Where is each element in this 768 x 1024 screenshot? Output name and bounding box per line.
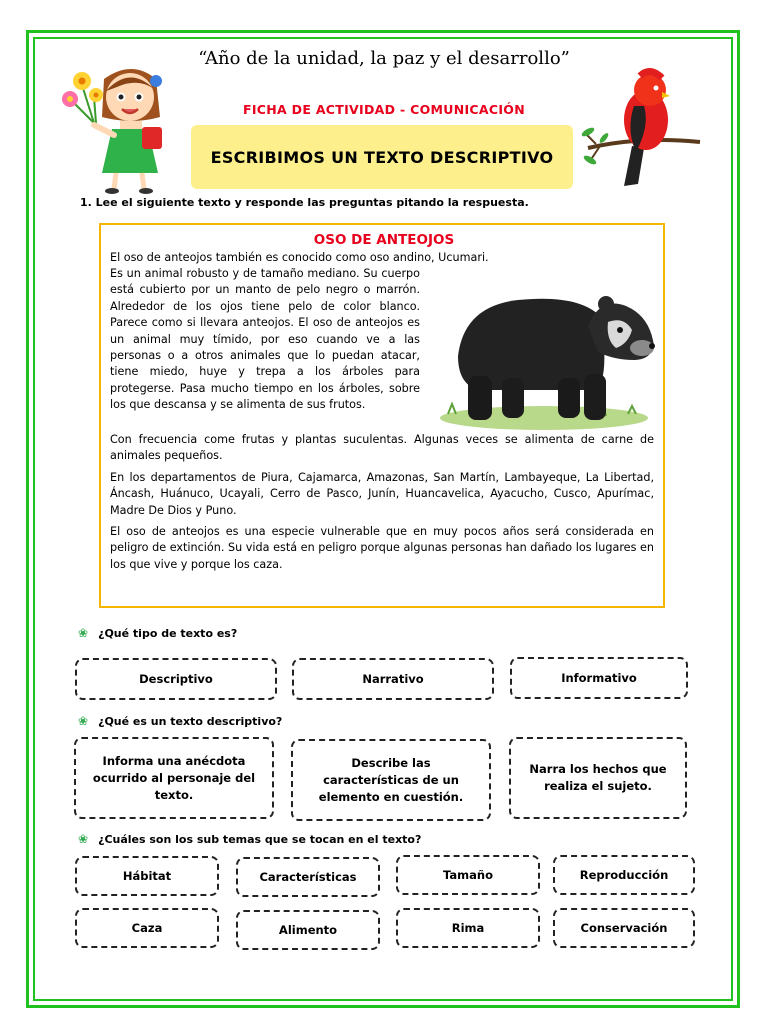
option-anecdota[interactable]: Informa una anécdota ocurrido al personaje del texto. xyxy=(74,737,274,819)
option-rima[interactable]: Rima xyxy=(396,908,540,948)
paragraph-description: Es un animal robusto y de tamaño mediano. Su cuerpo está cubierto por un manto de pelo negro o marrón. Alrededor de los ojos tiene pelo de color blanco. Parece como si llevara anteojos. El oso de anteojos es un animal muy tímido, por eso cuando ve a las personas o a otros animales que lo puedan atacar, tiene miedo, huye y trepa a los árboles para protegerse. Pasa mucho tiempo en los árboles, sobre los que descansa y se alimenta de sus frutos. xyxy=(110,267,420,412)
paragraph-intro: El oso de anteojos también es conocido como oso andino, Ucumari. xyxy=(110,251,489,264)
activity-sheet-heading: FICHA DE ACTIVIDAD - COMUNICACIÓN xyxy=(243,102,525,117)
question-subtopics xyxy=(78,832,421,846)
option-informativo[interactable]: Informativo xyxy=(510,657,688,699)
option-narra[interactable]: Narra los hechos que realiza el sujeto. xyxy=(509,737,687,819)
girl-illustration xyxy=(60,55,175,195)
option-habitat[interactable]: Hábitat xyxy=(75,856,219,896)
question-label: ¿Qué es un texto descriptivo? xyxy=(98,714,283,728)
question-label: ¿Qué tipo de texto es? xyxy=(98,626,238,640)
flower-bullet-icon: ❀ xyxy=(78,626,89,640)
question-label: ¿Cuáles son los sub temas que se tocan en el texto? xyxy=(98,832,422,846)
instruction: 1. Lee el siguiente texto y responde las preguntas pitando la respuesta. xyxy=(80,196,529,209)
question-definition xyxy=(78,714,282,728)
flower-bullet-icon: ❀ xyxy=(78,832,89,846)
option-descriptivo[interactable]: Descriptivo xyxy=(75,658,277,700)
option-alimento[interactable]: Alimento xyxy=(236,910,380,950)
option-caracteristicas[interactable]: Características xyxy=(236,857,380,897)
title-banner xyxy=(191,125,573,189)
flower-bullet-icon: ❀ xyxy=(78,714,89,728)
paragraph-conservation: El oso de anteojos es una especie vulnerable que en muy pocos años será considerada en peligro de extinción. Su vida está en peligro porque algunas personas han dañado los lugares en los que vive y porque los caza. xyxy=(110,525,654,571)
option-narrativo[interactable]: Narrativo xyxy=(292,658,494,700)
paragraph-food: Con frecuencia come frutas y plantas suculentas. Algunas veces se alimenta de carne de animales pequeños. xyxy=(110,433,654,463)
year-title: “Año de la unidad, la paz y el desarrollo” xyxy=(198,48,570,69)
option-describe[interactable]: Describe las características de un elemento en cuestión. xyxy=(291,739,491,821)
option-caza[interactable]: Caza xyxy=(75,908,219,948)
banner-title: ESCRIBIMOS UN TEXTO DESCRIPTIVO xyxy=(210,147,554,167)
option-conservacion[interactable]: Conservación xyxy=(553,908,695,948)
option-tamano[interactable]: Tamaño xyxy=(396,855,540,895)
bird-illustration xyxy=(580,66,705,188)
text-title: OSO DE ANTEOJOS xyxy=(313,232,455,248)
question-text-type xyxy=(78,626,237,640)
bear-illustration xyxy=(428,286,660,434)
paragraph-habitat: En los departamentos de Piura, Cajamarca, Amazonas, San Martín, Lambayeque, La Libertad, Áncash, Huánuco, Ucayali, Cerro de Pasco, Junín, Huancavelica, Ayacucho, Cusco, Apurímac, Madre De Dios y Puno. xyxy=(110,471,654,517)
option-reproduccion[interactable]: Reproducción xyxy=(553,855,695,895)
